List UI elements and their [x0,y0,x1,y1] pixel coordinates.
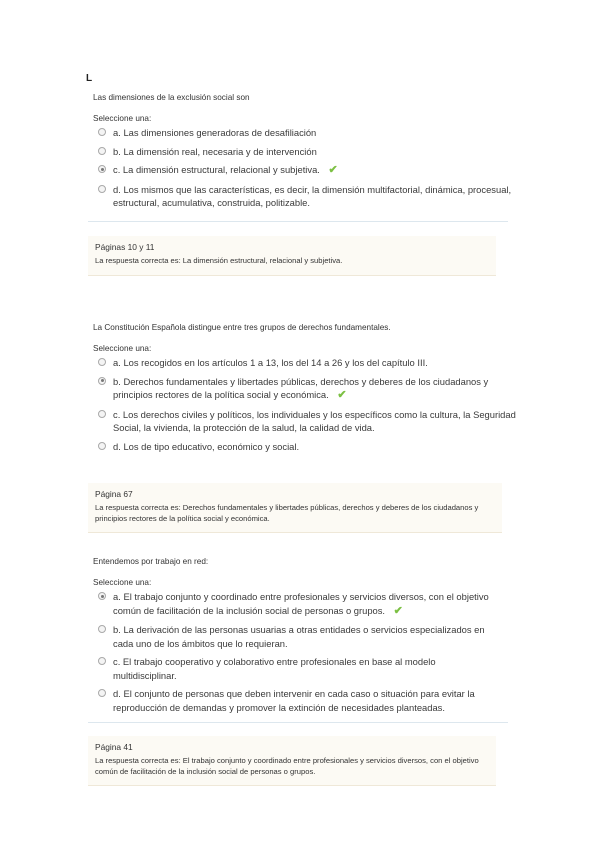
radio-icon[interactable] [98,442,106,450]
option-a[interactable] [93,126,513,140]
feedback-page: Página 41 [95,742,133,752]
option-text: Los de tipo educativo, económico y social. [123,440,300,452]
option-text: Los mismos que las características, es decir, la dimensión multifactorial, dinámica, procesual, estructural, acumulativa, construida, politizable. [113,183,512,208]
option-text: Las dimensiones generadoras de desafiliación [123,127,317,138]
checkmark-icon: ✔ [337,389,347,401]
option-a[interactable] [93,356,518,370]
option-text: El trabajo cooperativo y colaborativo entre profesionales en base al modelo multidisciplinar. [113,656,436,681]
question-3 [93,557,498,719]
option-text: La derivación de las personas usuarias a otras entidades o servicios especializados en cada uno de los ámbitos que lo requieran. [113,624,485,649]
option-text: El conjunto de personas que deben intervenir en cada caso o situación para evitar la reproducción de demandas y promover la extinción de necesidades planteadas. [113,688,475,713]
option-d[interactable] [93,440,518,454]
question-2 [93,323,518,458]
option-letter: c. [113,164,121,175]
feedback-text: La respuesta correcta es: La dimensión estructural, relacional y subjetiva. [95,256,343,265]
option-letter: b. [113,145,121,157]
options-list [93,126,513,210]
option-letter: a. [113,591,121,602]
options-list [93,590,498,714]
feedback-box [88,736,496,786]
radio-icon[interactable] [98,358,106,366]
option-d[interactable] [93,183,513,210]
radio-icon[interactable] [98,410,106,418]
radio-icon[interactable] [98,689,106,697]
radio-checked-icon[interactable] [98,592,106,600]
option-letter: d. [113,440,121,452]
divider [88,221,508,222]
divider [88,722,508,723]
option-d[interactable] [93,687,498,714]
option-a[interactable] [93,590,498,618]
page-letter: L [86,73,93,84]
checkmark-icon: ✔ [393,604,403,617]
option-text: La dimensión estructural, relacional y subjetiva. [122,164,320,175]
option-text: Derechos fundamentales y libertades públicas, derechos y deberes de los ciudadanos y principios rectores de la política social y económica. [113,375,489,400]
option-letter: a. [113,357,121,368]
feedback-page: Página 67 [95,489,133,499]
select-label: Seleccione una: [93,578,152,587]
option-letter: d. [113,688,121,699]
radio-icon[interactable] [98,657,106,665]
option-b[interactable] [93,375,518,403]
feedback-text: La respuesta correcta es: Derechos fundamentales y libertades públicas, derechos y deberes de los ciudadanos y principios rectores de la política social y económica. [95,503,479,523]
checkmark-icon: ✔ [328,164,338,176]
option-c[interactable] [93,163,513,178]
select-label: Seleccione una: [93,344,152,353]
question-text: Entendemos por trabajo en red: [93,557,209,566]
option-c[interactable] [93,408,518,435]
feedback-box [88,236,496,276]
option-text: La dimensión real, necesaria y de intervención [123,145,317,157]
radio-checked-icon[interactable] [98,377,106,385]
option-letter: c. [113,656,121,667]
options-list [93,356,518,453]
feedback-page: Páginas 10 y 11 [95,242,155,252]
radio-checked-icon[interactable] [98,165,106,173]
option-text: Los recogidos en los artículos 1 a 13, los del 14 a 26 y los del capítulo III. [123,357,428,368]
option-letter: c. [113,408,121,420]
option-text: Los derechos civiles y políticos, los individuales y los específicos como la cultura, la Seguridad Social, la vivienda, la protección de la salud, la calidad de vida. [113,408,516,433]
question-text: La Constitución Española distingue entre tres grupos de derechos fundamentales. [93,323,391,332]
option-letter: b. [113,375,121,387]
feedback-box [88,483,502,533]
option-b[interactable] [93,145,513,159]
feedback-text: La respuesta correcta es: El trabajo conjunto y coordinado entre profesionales y servicios diversos, con el objetivo común de facilitación de la inclusión social de personas o grupos. [95,756,479,776]
option-letter: b. [113,624,121,635]
option-b[interactable] [93,623,498,650]
radio-icon[interactable] [98,625,106,633]
question-1 [93,93,513,215]
radio-icon[interactable] [98,147,106,155]
option-letter: d. [113,183,121,195]
option-c[interactable] [93,655,498,682]
select-label: Seleccione una: [93,114,152,123]
radio-icon[interactable] [98,185,106,193]
question-text: Las dimensiones de la exclusión social son [93,93,250,102]
option-letter: a. [113,127,121,138]
option-text: El trabajo conjunto y coordinado entre profesionales y servicios diversos, con el objetivo común de facilitación de la inclusión social de personas o grupos. [113,591,489,616]
radio-icon[interactable] [98,128,106,136]
